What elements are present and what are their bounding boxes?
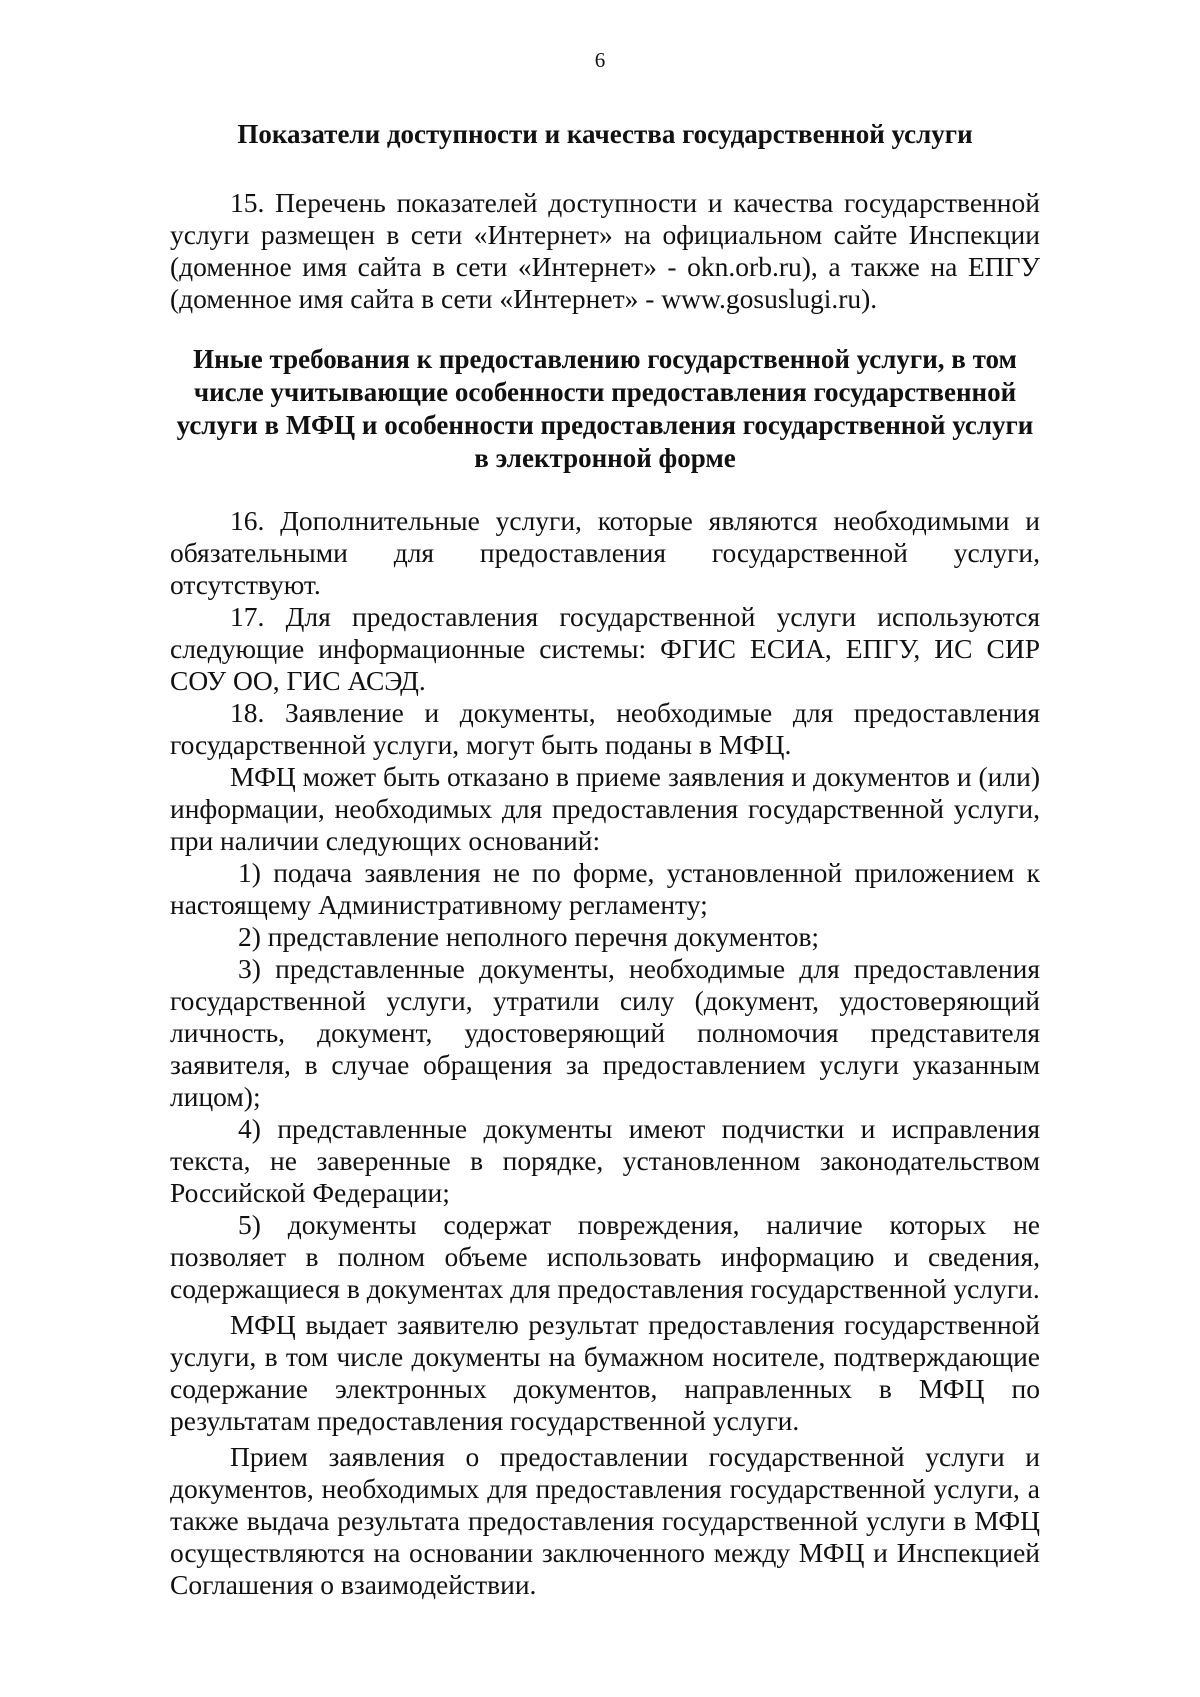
paragraph-16: 16. Дополнительные услуги, которые являются необходимыми и обязательными для предоставления государственной услуги, отсутствуют. bbox=[170, 505, 1040, 600]
refusal-item-3: 3) представленные документы, необходимые для предоставления государственной услуги, утратили силу (документ, удостоверяющий личность, документ, удостоверяющий полномочия представителя заявителя, в случае обращения за предоставлением услуги указанным лицом); bbox=[170, 953, 1040, 1112]
document-body bbox=[170, 118, 1040, 1601]
refusal-item-4: 4) представленные документы имеют подчистки и исправления текста, не заверенные в порядке, установленном законодательством Российской Федерации; bbox=[170, 1113, 1040, 1208]
paragraph-17: 17. Для предоставления государственной услуги используются следующие информационные системы: ФГИС ЕСИА, ЕПГУ, ИС СИР СОУ ОО, ГИС АСЭД. bbox=[170, 601, 1040, 696]
refusal-item-2: 2) представление неполного перечня документов; bbox=[238, 921, 820, 952]
paragraph-refusal-intro: МФЦ может быть отказано в приеме заявления и документов и (или) информации, необходимых для предоставления государственной услуги, при наличии следующих оснований: bbox=[170, 761, 1040, 856]
section-heading-other-requirements: Иные требования к предоставлению государственной услуги, в том числе учитывающие особенности предоставления государственной услуги в МФЦ и особенности предоставления государственной услуги в электронной форме bbox=[176, 344, 1034, 473]
paragraph-15: 15. Перечень показателей доступности и качества государственной услуги размещен в сети «Интернет» на официальном сайте Инспекции (доменное имя сайта в сети «Интернет» - okn.orb.ru), а также на ЕПГУ (доменное имя сайта в сети «Интернет» - www.gosuslugi.ru). bbox=[170, 187, 1040, 314]
refusal-item-5: 5) документы содержат повреждения, наличие которых не позволяет в полном объеме использовать информацию и сведения, содержащиеся в документах для предоставления государственной услуги. bbox=[170, 1209, 1040, 1304]
paragraph-18: 18. Заявление и документы, необходимые для предоставления государственной услуги, могут быть поданы в МФЦ. bbox=[170, 697, 1040, 760]
paragraph-agreement: Прием заявления о предоставлении государственной услуги и документов, необходимых для предоставления государственной услуги, а также выдача результата предоставления государственной услуги в МФЦ осуществляются на основании заключенного между МФЦ и Инспекцией Соглашения о взаимодействии. bbox=[170, 1441, 1040, 1600]
section-heading-availability: Показатели доступности и качества государственной услуги bbox=[237, 119, 973, 149]
page-number: 6 bbox=[594, 48, 606, 72]
paragraph-result: МФЦ выдает заявителю результат предоставления государственной услуги, в том числе документы на бумажном носителе, подтверждающие содержание электронных документов, направленных в МФЦ по результатам предоставления государственной услуги. bbox=[170, 1309, 1040, 1436]
refusal-item-1: 1) подача заявления не по форме, установленной приложением к настоящему Административному регламенту; bbox=[170, 857, 1040, 920]
